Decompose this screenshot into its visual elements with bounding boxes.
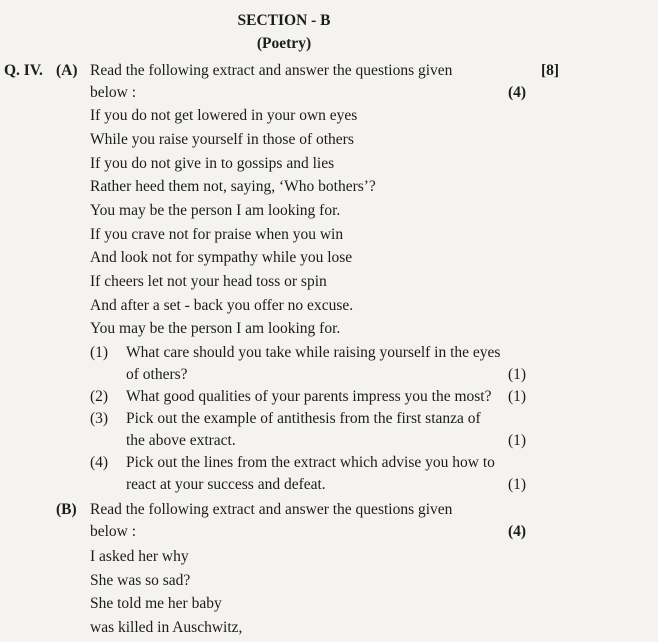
section-subtitle: (Poetry)	[256, 35, 312, 52]
sub-question-number: (4)	[90, 454, 109, 471]
poem-line: Rather heed them not, saying, ‘Who bothers’?	[90, 178, 376, 195]
poem-line: If you do not give in to gossips and lies	[90, 155, 335, 172]
poem-line: And after a set - back you offer no excuse.	[90, 297, 354, 314]
poem-line: If cheers let not your head toss or spin	[90, 273, 327, 290]
part-a-label: (A)	[56, 62, 78, 79]
sub-question-number: (3)	[90, 410, 109, 427]
question-label: Q. IV.	[4, 62, 43, 79]
poem-line: was killed in Auschwitz,	[90, 619, 243, 636]
sub-question-marks: (1)	[508, 366, 527, 383]
part-b-marks: (4)	[508, 523, 527, 540]
poem-line: If you do not get lowered in your own eyes	[90, 107, 358, 124]
part-a-instruction-cont: below :	[90, 84, 137, 101]
sub-question-marks: (1)	[508, 388, 527, 405]
sub-question-marks: (1)	[508, 476, 527, 493]
sub-question-text: Pick out the lines from the extract which advise you how to	[126, 454, 495, 471]
poem-line: And look not for sympathy while you lose	[90, 249, 353, 266]
section-title: SECTION - B	[237, 12, 331, 29]
sub-question-number: (1)	[90, 344, 109, 361]
part-b-instruction-cont: below :	[90, 523, 137, 540]
poem-line: You may be the person I am looking for.	[90, 202, 341, 219]
sub-question-text-cont: the above extract.	[126, 432, 236, 449]
sub-question-text: What good qualities of your parents impress you the most?	[126, 388, 492, 405]
poem-line: You may be the person I am looking for.	[90, 320, 341, 337]
sub-question-text-cont: react at your success and defeat.	[126, 476, 326, 493]
poem-line: She told me her baby	[90, 595, 222, 612]
sub-question-text-cont: of others?	[126, 366, 188, 383]
poem-line: She was so sad?	[90, 572, 191, 589]
sub-question-number: (2)	[90, 388, 109, 405]
sub-question-marks: (1)	[508, 432, 527, 449]
part-b-label: (B)	[56, 501, 77, 518]
part-a-instruction: Read the following extract and answer the questions given	[90, 62, 453, 79]
poem-line: If you crave not for praise when you win	[90, 226, 344, 243]
poem-line: I asked her why	[90, 548, 189, 565]
sub-question-text: What care should you take while raising yourself in the eyes	[126, 344, 501, 361]
total-marks: [8]	[541, 62, 560, 79]
part-b-instruction: Read the following extract and answer the questions given	[90, 501, 453, 518]
part-a-marks: (4)	[508, 84, 527, 101]
sub-question-text: Pick out the example of antithesis from the first stanza of	[126, 410, 481, 427]
poem-line: While you raise yourself in those of others	[90, 131, 354, 148]
